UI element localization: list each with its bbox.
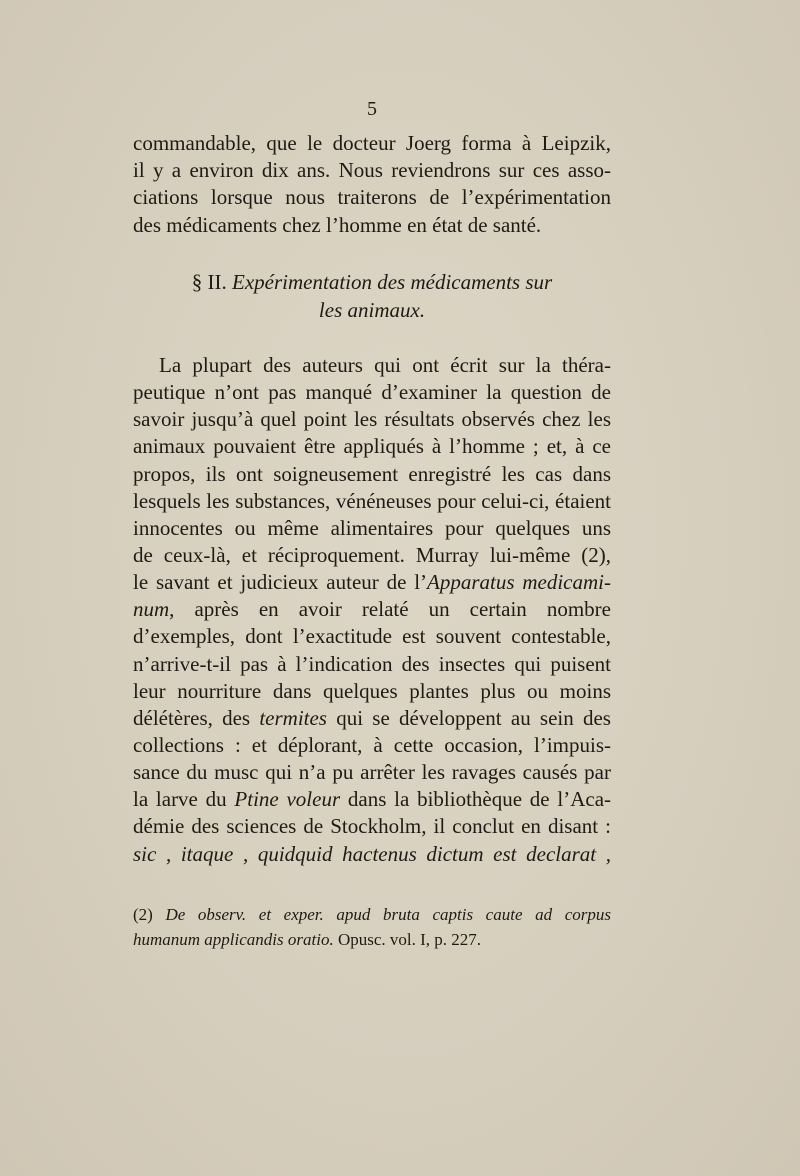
text-line: leur nourriture dans quelques plantes plus ou moins (133, 678, 611, 703)
text-segment: la larve du (133, 787, 235, 812)
text-line (133, 596, 611, 623)
footnote-line (133, 927, 611, 952)
italic-term: termites (259, 705, 327, 730)
text-line: La plupart des auteurs qui ont écrit sur la théra- (159, 353, 611, 377)
footnote-marker: (2) (133, 905, 153, 924)
text-line: propos, ils ont soigneusement enregistré les cas dans (133, 461, 611, 486)
text-line: collections : et déplorant, à cette occasion, l’impuis- (133, 732, 611, 757)
text-line: de ceux-là, et réciproquement. Murray lui-même (2), (133, 542, 611, 567)
footnote-line (133, 902, 611, 927)
section-marker: § II. (191, 270, 227, 294)
text-line (133, 705, 611, 732)
text-line: sance du musc qui n’a pu arrêter les ravages causés par (133, 760, 611, 785)
text-segment: , après en avoir relaté un certain nombre (169, 597, 611, 622)
text-line: démie des sciences de Stockholm, il conclut en disant : (133, 814, 611, 839)
text-segment: dans la bibliothèque de l’Aca- (340, 787, 612, 812)
footnote (133, 902, 611, 952)
text-line: des médicaments chez l’homme en état de santé. (133, 212, 542, 237)
section-heading (133, 268, 611, 324)
italic-title: num (133, 597, 170, 622)
footnote-reference: Opusc. vol. I, p. 227. (333, 930, 482, 949)
text-line: ciations lorsque nous traiterons de l’expérimentation (133, 185, 611, 210)
footnote-title: De observ. et exper. apud bruta captis caute ad corpus (152, 905, 611, 924)
footnote-title: humanum applicandis oratio. (133, 930, 334, 949)
text-line (133, 786, 611, 813)
text-segment: qui se développent au sein des (326, 705, 611, 730)
text-line: lesquels les substances, vénéneuses pour celui-ci, étaient (133, 488, 611, 513)
section-title-line1: Expérimentation des médicaments sur (232, 270, 553, 294)
text-line: commandable, que le docteur Joerg forma à Leipzik, (133, 131, 611, 155)
text-segment: délétères, des (133, 705, 260, 730)
text-line (133, 841, 611, 868)
paragraph-continuation (133, 130, 611, 239)
section-title-line2: les animaux. (318, 298, 426, 322)
text-line: d’exemples, dont l’exactitude est souvent contestable, (133, 624, 611, 649)
italic-title: Apparatus medicami- (427, 570, 611, 595)
italic-term: Ptine voleur (234, 787, 341, 812)
text-line: animaux pouvaient être appliqués à l’homme ; et, à ce (133, 434, 611, 459)
text-line: il y a environ dix ans. Nous reviendrons sur ces asso- (133, 158, 611, 183)
paragraph-main (133, 352, 611, 868)
text-segment: le savant et judicieux auteur de l’ (133, 570, 428, 595)
text-line (133, 569, 611, 596)
text-line: peutique n’ont pas manqué d’examiner la question de (133, 380, 611, 405)
italic-quote: sic , itaque , quidquid hactenus dictum est declarat , (133, 841, 611, 866)
page-number: 5 (367, 98, 377, 120)
text-line: n’arrive-t-il pas à l’indication des insectes qui puisent (133, 651, 611, 676)
text-line: innocentes ou même alimentaires pour quelques uns (133, 515, 611, 540)
text-line: savoir jusqu’à quel point les résultats observés chez les (133, 407, 611, 432)
